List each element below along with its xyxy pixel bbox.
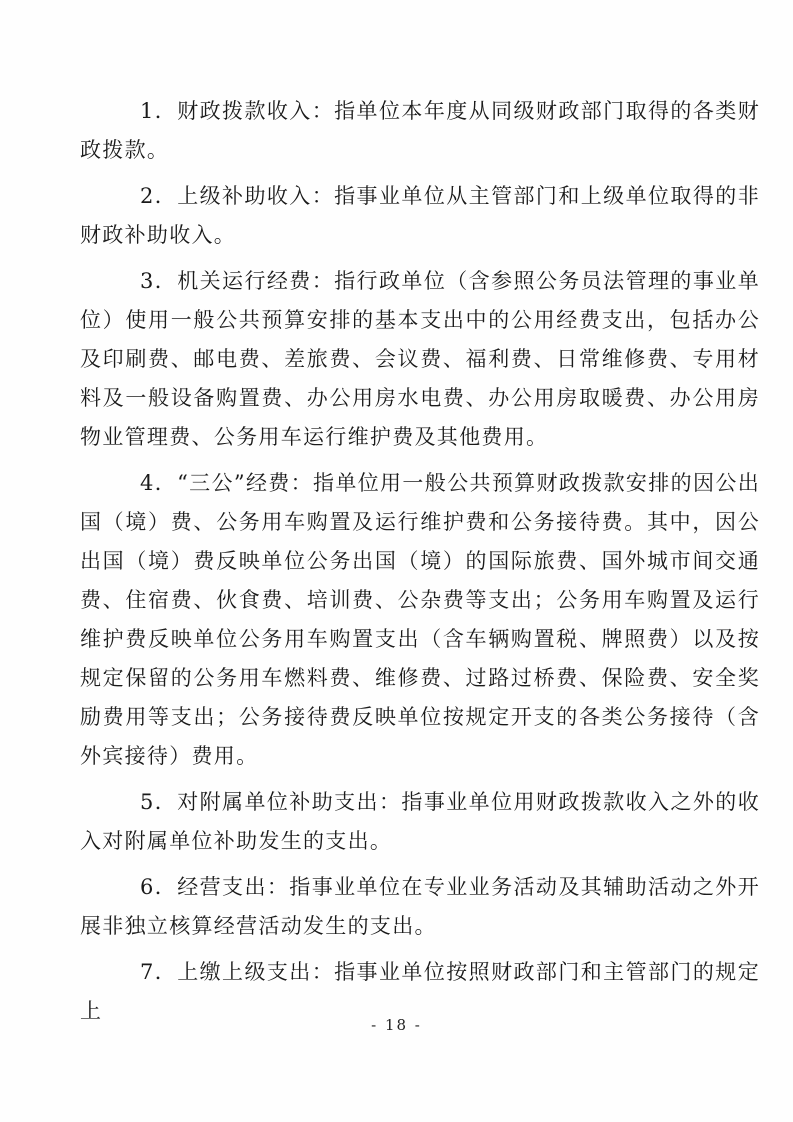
paragraph-operating-expenditure: 6．经营支出：指事业单位在专业业务活动及其辅助活动之外开展非独立核算经营活动发生的支出。 [80,875,760,938]
paragraph-superior-subsidy-income: 2．上级补助收入：指事业单位从主管部门和上级单位取得的非财政补助收入。 [80,184,760,247]
paragraph-fiscal-appropriation-income: 1．财政拨款收入：指单位本年度从同级财政部门取得的各类财政拨款。 [80,99,760,162]
document-body [80,92,760,1038]
paragraph-subsidy-to-affiliated-units: 5．对附属单位补助支出：指事业单位用财政拨款收入之外的收入对附属单位补助发生的支出。 [80,790,760,853]
paragraph-three-public-expenses: 4．“三公”经费：指单位用一般公共预算财政拨款安排的因公出国（境）费、公务用车购置及运行维护费和公务接待费。其中，因公出国（境）费反映单位公务出国（境）的国际旅费、国外城市间交通费、住宿费、伙食费、培训费、公杂费等支出；公务用车购置及运行维护费反映单位公务用车购置支出（含车辆购置税、牌照费）以及按规定保留的公务用车燃料费、维修费、过路过桥费、保险费、安全奖励费用等支出；公务接待费反映单位按规定开支的各类公务接待（含外宾接待）费用。 [80,471,760,768]
paragraph-agency-operating-expenses: 3．机关运行经费：指行政单位（含参照公务员法管理的事业单位）使用一般公共预算安排的基本支出中的公用经费支出，包括办公及印刷费、邮电费、差旅费、会议费、福利费、日常维修费、专用材料及一般设备购置费、办公用房水电费、办公用房取暖费、办公用房物业管理费、公务用车运行维护费及其他费用。 [80,269,760,449]
paragraph-payment-to-superior: 7．上缴上级支出：指事业单位按照财政部门和主管部门的规定上 [80,960,760,1023]
page-number: - 18 - [371,1016,422,1034]
